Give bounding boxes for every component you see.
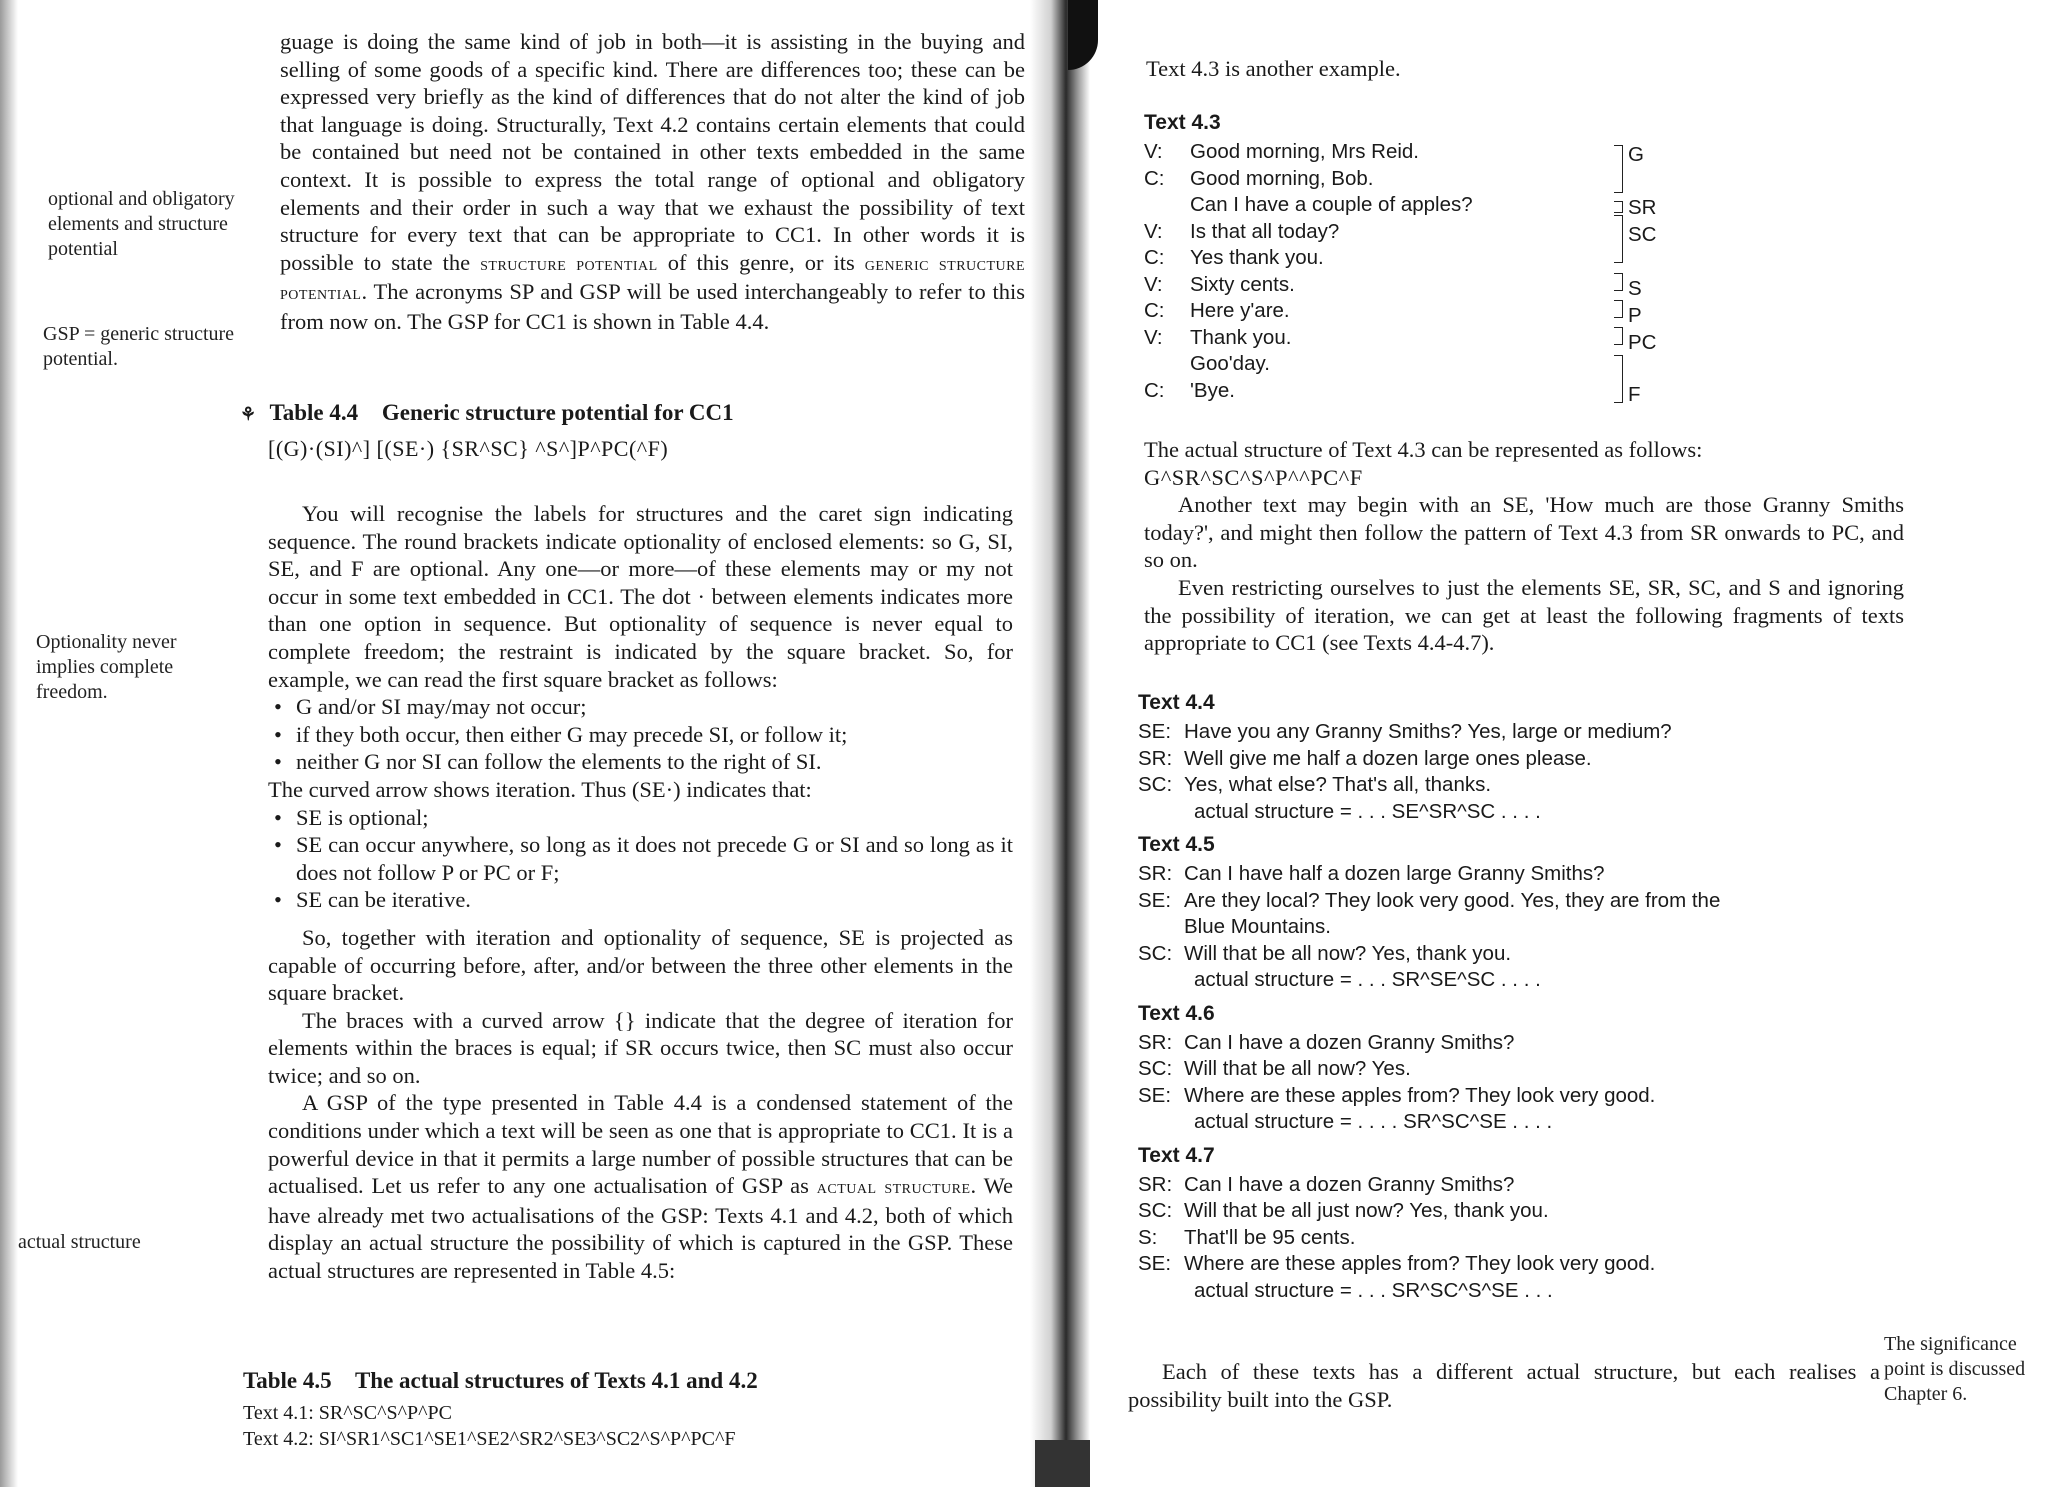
list-item: • neither G nor SI can follow the elements to the right of SI. — [296, 748, 1013, 776]
text-4-6-title: Text 4.6 — [1138, 1001, 1215, 1025]
para3-text: The curved arrow shows iteration. Thus (SE·) indicates that: — [268, 776, 812, 802]
dialogue-line: SR: Can I have half a dozen large Granny Smiths? — [1138, 862, 1605, 885]
para1-part-c: . The acronyms SP and GSP will be used interchangeably to refer to this from now on. The GSP for CC1 is shown in Table 4.4. — [280, 279, 1025, 334]
dialogue-line: SR: Well give me half a dozen large ones please. — [1138, 746, 1592, 770]
table-4-5-heading — [243, 1368, 1033, 1394]
dialogue-line: Goo'day. — [1190, 352, 1270, 375]
label-s: S — [1628, 277, 1642, 300]
text-4-4 — [1138, 691, 1838, 825]
margin-note-optional: optional and obligatory elements and structure potential — [48, 188, 235, 260]
text-4-3-title: Text 4.3 — [1144, 111, 1221, 134]
text-4-7-title: Text 4.7 — [1138, 1143, 1215, 1167]
dialogue-line: S: That'll be 95 cents. — [1138, 1225, 1356, 1249]
term-generic-structure-potential: generic structure potential — [280, 252, 1026, 305]
margin-note-optionality: Optionality never implies complete freedom. — [36, 631, 177, 703]
table-4-4-formula: [(G)·(SI)^] [(SE·) {SR^SC} ^S^]P^PC(^F) — [268, 436, 669, 461]
actual-structure-line: actual structure = . . . SE^SR^SC . . . . — [1194, 799, 1541, 823]
margin-note-significance: The significance point is discussed Chapter 6. — [1884, 1333, 2026, 1405]
text-4-7 — [1138, 1144, 1838, 1305]
dialogue-line: SR: Can I have a dozen Granny Smiths? — [1138, 1172, 1515, 1196]
bracket-p — [1614, 300, 1623, 318]
dialogue-line: SE: Where are these apples from? They look very good. — [1138, 1252, 1656, 1275]
spine-shadow-bottom — [1035, 1440, 1090, 1487]
dialogue-line: SC: Will that be all now? Yes. — [1138, 1057, 1411, 1080]
dialogue-line: V: Thank you. — [1144, 325, 1292, 349]
table-4-4 — [240, 400, 1030, 472]
dialogue-line: SC: Will that be all now? Yes, thank you. — [1138, 941, 1512, 965]
spine-shadow-top — [1068, 0, 1098, 70]
term-structure-potential: structure potential — [480, 252, 658, 275]
table-row: Text 4.1: SR^SC^S^P^PC — [243, 1402, 452, 1424]
right-para-1: The actual structure of Text 4.3 can be represented as follows: G^SR^SC^S^P^^PC^F Another text may begin with an SE, 'How much are those Granny Smiths today?', and might then follow the pattern of Text 4.3 from SR onwards to PC, and so on. Even restricting ourselves to just the elements SE, SR, SC, and S and ignoring the possibility of iteration, we can get at least the following fragments of texts appropriate to CC1 (see Texts 4.4-4.7). — [1144, 437, 1904, 656]
list-item: • if they both occur, then either G may precede SI, or follow it; — [296, 721, 1013, 749]
dialogue-line: Can I have a couple of apples? — [1190, 193, 1473, 216]
dialogue-line: SR: Can I have a dozen Granny Smiths? — [1138, 1030, 1515, 1054]
margin-note-gsp: GSP = generic structure potential. — [43, 323, 235, 370]
table-4-5-title: The actual structures of Texts 4.1 and 4.2 — [354, 1368, 758, 1393]
left-page — [18, 0, 1028, 1487]
text-4-6 — [1138, 1002, 1838, 1136]
dialogue-line: V: Good morning, Mrs Reid. — [1144, 140, 1420, 163]
para4-text: So, together with iteration and optionality of sequence, SE is projected as capable of occurring before, after, and/or between the three other elements in the square bracket. — [268, 924, 1013, 1006]
bracket-pc — [1614, 327, 1623, 345]
text-4-3-structure-formula: G^SR^SC^S^P^^PC^F — [1144, 464, 1363, 490]
label-g: G — [1628, 143, 1644, 166]
text-4-3 — [1144, 103, 1704, 413]
dialogue-line: C: Yes thank you. — [1144, 246, 1324, 269]
table-row: Text 4.2: SI^SR1^SC1^SE1^SE2^SR2^SE3^SC2^S^P^PC^F — [243, 1428, 736, 1450]
texts-4-4-to-4-7 — [1138, 683, 1838, 1304]
book-spine — [1030, 0, 1090, 1487]
bracket-f — [1614, 355, 1623, 403]
table-4-5 — [243, 1368, 1033, 1452]
dialogue-line: SC: Will that be all just now? Yes, thank you. — [1138, 1199, 1549, 1222]
right-intro: Text 4.3 is another example. — [1146, 56, 1401, 81]
text-4-5 — [1138, 833, 1838, 994]
list-item: • SE is optional; — [296, 804, 1013, 832]
label-p: P — [1628, 304, 1642, 327]
table-4-5-rows — [243, 1400, 1033, 1452]
actual-structure-line: actual structure = . . . SR^SE^SC . . . . — [1194, 968, 1541, 991]
dialogue-line: SE: Are they local? They look very good. Yes, they are from the — [1138, 888, 1721, 912]
dialogue-line: V: Sixty cents. — [1144, 272, 1295, 296]
margin-note-actual-structure: actual structure — [18, 1231, 141, 1253]
table-4-5-number: Table 4.5 — [243, 1368, 332, 1393]
para5-text: The braces with a curved arrow {} indicate that the degree of iteration for elements within the braces is equal; if SR occurs twice, then SC must also occur twice; and so on. — [268, 1007, 1013, 1088]
dialogue-line: SE: Where are these apples from? They look very good. — [1138, 1083, 1656, 1107]
para1-part-b: of this genre, or its — [667, 249, 855, 275]
dialogue-line: C: Here y'are. — [1144, 299, 1290, 322]
para2-text: You will recognise the labels for structures and the caret sign indicating sequence. The round brackets indicate optionality of enclosed elements: so G, SI, SE, and F are optional. Any one—or more—of these elements may or my not occur in some text embedded in CC1. The dot · between elements indicates more than one option in sequence. But optionality of sequence is never equal to complete freedom; the restraint is indicated by the square bracket. So, for example, we can read the first square bracket as follows: — [268, 501, 1013, 692]
list-item: • SE can occur anywhere, so long as it does not precede G or SI and so long as it does not follow P or PC or F; — [296, 831, 1013, 886]
label-pc: PC — [1628, 331, 1657, 354]
dialogue-line: V: Is that all today? — [1144, 219, 1340, 243]
text-4-4-title: Text 4.4 — [1138, 691, 1215, 714]
right-closing: Each of these texts has a different actual structure, but each realises a possibility built into the GSP. — [1128, 1359, 1880, 1412]
table-4-4-number: Table 4.4 — [269, 400, 359, 425]
glyph-icon: ⚘ — [240, 404, 257, 424]
bracket-sc — [1614, 215, 1623, 263]
right-page — [1100, 0, 2048, 1487]
list-item: • G and/or SI may/may not occur; — [296, 693, 1013, 721]
bullet-list-1 — [268, 693, 1013, 776]
label-f: F — [1628, 383, 1641, 406]
actual-structure-line: actual structure = . . . SR^SC^S^SE . . . — [1194, 1278, 1553, 1302]
dialogue-line: SE: Have you any Granny Smiths? Yes, large or medium? — [1138, 720, 1672, 743]
dialogue-line: SC: Yes, what else? That's all, thanks. — [1138, 773, 1492, 796]
bracket-g — [1614, 145, 1623, 193]
term-actual-structure: actual structure — [816, 1176, 971, 1199]
bullet-list-2 — [268, 804, 1013, 914]
para6-text: A GSP of the type presented in Table 4.4 is a condensed statement of the conditions under which a text will be seen as one that is appropriate to CC1. It is a powerful device in that it permits a large number of possible structures that can be actualised. Let us refer to any one actualisation of GSP as actual structure. We have already met two actualisations of the GSP: Texts 4.1 and 4.2, both of which display an actual structure the possibility of which is captured in the GSP. These actual structures are represented in Table 4.5: — [268, 1090, 1014, 1284]
right-para-3: Even restricting ourselves to just the elements SE, SR, SC, and S and ignoring the possibility of iteration, we can get at least the following fragments of texts appropriate to CC1 (see Texts 4.4-4.7). — [1144, 574, 1904, 656]
para1-part-a: guage is doing the same kind of job in both—it is assisting in the buying and selling of some goods of a specific kind. There are differences too; these can be expressed very briefly as the kind of differences that do not alter the kind of job that language is doing. Structurally, Text 4.2 contains certain elements that could be contained but need not be contained in other texts embedded in the same context. It is possible to express the total range of optional and obligatory elements and their order in such a way that we exhaust the possibility of text structure for every text that can be appropriate to CC1. In other words it is possible to state the — [280, 29, 1025, 275]
dialogue-line: Blue Mountains. — [1184, 915, 1332, 938]
right-para-2: Another text may begin with an SE, 'How much are those Granny Smiths today?', and might then follow the pattern of Text 4.3 from SR onwards to PC, and so on. — [1144, 492, 1904, 573]
table-4-4-title: Generic structure potential for CC1 — [381, 400, 734, 425]
left-para-2 — [268, 500, 1013, 1285]
bracket-sr — [1614, 201, 1623, 213]
left-para-1 — [280, 28, 1025, 336]
list-item: • SE can be iterative. — [296, 886, 1013, 914]
label-sr: SR — [1628, 196, 1657, 219]
dialogue-line: C: Good morning, Bob. — [1144, 166, 1374, 190]
dialogue-line: C: 'Bye. — [1144, 378, 1235, 402]
left-gutter-shadow — [0, 0, 18, 1487]
bracket-s — [1614, 273, 1623, 291]
text-4-5-title: Text 4.5 — [1138, 833, 1215, 856]
table-4-4-heading — [240, 400, 1030, 426]
label-sc: SC — [1628, 223, 1657, 246]
actual-structure-line: actual structure = . . . . SR^SC^SE . . . . — [1194, 1110, 1553, 1133]
